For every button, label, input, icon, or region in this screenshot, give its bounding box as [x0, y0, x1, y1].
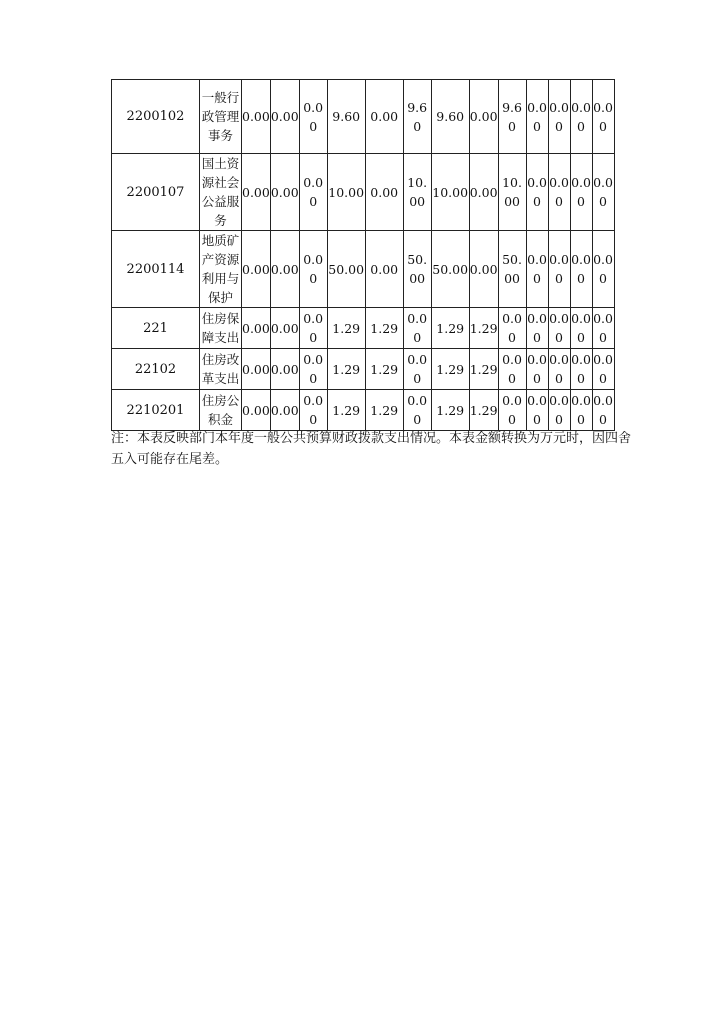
- amount-cell: 1.29: [469, 308, 498, 349]
- subject-code-cell: 2210201: [112, 390, 200, 431]
- amount-cell: 0.00: [592, 80, 614, 154]
- amount-cell: 0.00: [365, 154, 403, 231]
- amount-cell: 0.00: [526, 308, 548, 349]
- subject-name-cell: 地质矿产资源利用与保护: [200, 231, 242, 308]
- table-row: [112, 154, 615, 231]
- amount-cell: 0.00: [592, 349, 614, 390]
- amount-cell: 1.29: [365, 308, 403, 349]
- amount-cell: 1.29: [365, 349, 403, 390]
- amount-cell: 0.00: [270, 231, 299, 308]
- amount-cell: 1.29: [469, 390, 498, 431]
- amount-cell: 9.60: [431, 80, 469, 154]
- amount-cell: 0.00: [548, 154, 570, 231]
- amount-cell: 1.29: [431, 308, 469, 349]
- subject-code-cell: 2200102: [112, 80, 200, 154]
- amount-cell: 0.00: [570, 349, 592, 390]
- amount-cell: 0.00: [592, 390, 614, 431]
- amount-cell: 0.00: [498, 349, 526, 390]
- amount-cell: 0.00: [548, 390, 570, 431]
- amount-cell: 0.00: [270, 390, 299, 431]
- amount-cell: 0.00: [242, 349, 271, 390]
- amount-cell: 0.00: [270, 80, 299, 154]
- amount-cell: 0.00: [242, 154, 271, 231]
- amount-cell: 10.00: [327, 154, 365, 231]
- subject-code-cell: 2200107: [112, 154, 200, 231]
- amount-cell: 0.00: [270, 349, 299, 390]
- amount-cell: 0.00: [403, 390, 431, 431]
- amount-cell: 0.00: [548, 349, 570, 390]
- amount-cell: 0.00: [299, 80, 327, 154]
- amount-cell: 0.00: [570, 154, 592, 231]
- amount-cell: 0.00: [242, 390, 271, 431]
- amount-cell: 0.00: [365, 231, 403, 308]
- amount-cell: 10.00: [431, 154, 469, 231]
- amount-cell: 0.00: [270, 308, 299, 349]
- table-row: [112, 308, 615, 349]
- amount-cell: 0.00: [242, 231, 271, 308]
- amount-cell: 0.00: [570, 80, 592, 154]
- amount-cell: 0.00: [526, 349, 548, 390]
- amount-cell: 0.00: [299, 390, 327, 431]
- amount-cell: 0.00: [299, 349, 327, 390]
- amount-cell: 0.00: [548, 80, 570, 154]
- amount-cell: 0.00: [270, 154, 299, 231]
- amount-cell: 1.29: [365, 390, 403, 431]
- amount-cell: 10.00: [403, 154, 431, 231]
- amount-cell: 0.00: [592, 154, 614, 231]
- table-footnote: 注：本表反映部门本年度一般公共预算财政拨款支出情况。本表金额转换为万元时，因四舍五入可能存在尾差。: [111, 431, 632, 467]
- amount-cell: 0.00: [498, 308, 526, 349]
- subject-name-cell: 住房公积金: [200, 390, 242, 431]
- subject-code-cell: 2200114: [112, 231, 200, 308]
- table-row: [112, 390, 615, 431]
- amount-cell: 0.00: [526, 390, 548, 431]
- amount-cell: 0.00: [526, 154, 548, 231]
- table-row: [112, 349, 615, 390]
- amount-cell: 0.00: [592, 308, 614, 349]
- amount-cell: 1.29: [431, 390, 469, 431]
- amount-cell: 0.00: [469, 231, 498, 308]
- amount-cell: 0.00: [592, 231, 614, 308]
- amount-cell: 1.29: [431, 349, 469, 390]
- amount-cell: 0.00: [242, 80, 271, 154]
- amount-cell: 50.00: [327, 231, 365, 308]
- amount-cell: 0.00: [526, 231, 548, 308]
- amount-cell: 10.00: [498, 154, 526, 231]
- amount-cell: 0.00: [548, 231, 570, 308]
- amount-cell: 1.29: [327, 308, 365, 349]
- amount-cell: 0.00: [365, 80, 403, 154]
- subject-name-cell: 住房改革支出: [200, 349, 242, 390]
- table-row: [112, 80, 615, 154]
- budget-table: [111, 79, 615, 431]
- amount-cell: 50.00: [403, 231, 431, 308]
- amount-cell: 1.29: [469, 349, 498, 390]
- amount-cell: 9.60: [403, 80, 431, 154]
- amount-cell: 0.00: [299, 231, 327, 308]
- amount-cell: 0.00: [469, 154, 498, 231]
- subject-code-cell: 221: [112, 308, 200, 349]
- amount-cell: 0.00: [403, 349, 431, 390]
- subject-name-cell: 一般行政管理事务: [200, 80, 242, 154]
- amount-cell: 1.29: [327, 390, 365, 431]
- amount-cell: 9.60: [327, 80, 365, 154]
- amount-cell: 0.00: [570, 231, 592, 308]
- amount-cell: 50.00: [498, 231, 526, 308]
- amount-cell: 0.00: [498, 390, 526, 431]
- amount-cell: 0.00: [469, 80, 498, 154]
- amount-cell: 9.60: [498, 80, 526, 154]
- subject-name-cell: 国土资源社会公益服务: [200, 154, 242, 231]
- amount-cell: 0.00: [299, 154, 327, 231]
- amount-cell: 0.00: [570, 308, 592, 349]
- amount-cell: 0.00: [242, 308, 271, 349]
- subject-name-cell: 住房保障支出: [200, 308, 242, 349]
- amount-cell: 0.00: [403, 308, 431, 349]
- amount-cell: 0.00: [570, 390, 592, 431]
- amount-cell: 0.00: [548, 308, 570, 349]
- table-row: [112, 231, 615, 308]
- table-body: [112, 80, 615, 431]
- amount-cell: 0.00: [526, 80, 548, 154]
- amount-cell: 1.29: [327, 349, 365, 390]
- subject-code-cell: 22102: [112, 349, 200, 390]
- amount-cell: 0.00: [299, 308, 327, 349]
- amount-cell: 50.00: [431, 231, 469, 308]
